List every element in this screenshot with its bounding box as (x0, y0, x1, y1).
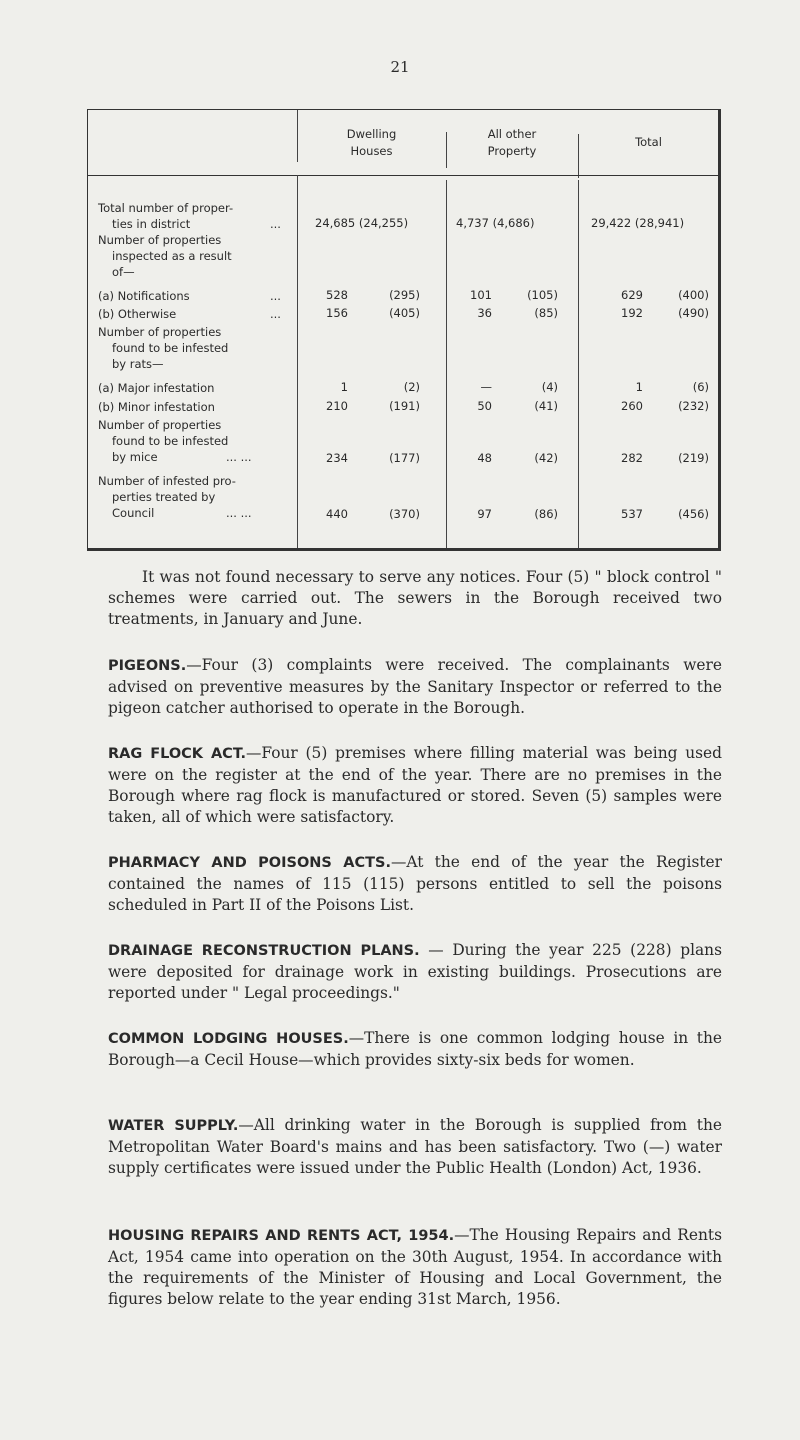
cell-other: 97 (477, 507, 492, 521)
row-label: Number of infested pro- perties treated by Council ... ... (98, 474, 252, 520)
paragraph-notices: It was not found necessary to serve any notices. Four (5) " block control " schemes were carried out. The sewers in the Borough received two treatments, in January and June. (108, 568, 722, 628)
row-label: Total number of proper- ties in district ... (98, 201, 281, 231)
cell-total-prev: (232) (678, 399, 709, 413)
row-label: (b) Minor infestation (98, 400, 215, 414)
cell-total: 537 (621, 507, 643, 521)
header-divider (297, 110, 298, 162)
cell-total-prev: (456) (678, 507, 709, 521)
paragraph-drainage: DRAINAGE RECONSTRUCTION PLANS. — During the year 225 (228) plans were deposited for drainage work in existing buildings. Prosecutions are reported under " Legal proceedings." (108, 941, 722, 1002)
row-label: (a) Major infestation (98, 381, 215, 395)
cell-other-prev: (42) (534, 451, 558, 465)
header-rule (88, 175, 718, 176)
cell-dwelling: 234 (326, 451, 348, 465)
cell-total: 629 (621, 288, 643, 302)
column-divider (446, 180, 447, 548)
cell-dwelling: 440 (326, 507, 348, 521)
cell-dwelling-prev: (191) (389, 399, 420, 413)
cell-other-prev: (41) (534, 399, 558, 413)
section-heading: WATER SUPPLY. (108, 1118, 239, 1134)
column-divider (578, 180, 579, 548)
cell-total: 29,422 (28,941) (591, 216, 685, 230)
cell-dwelling: 24,685 (24,255) (315, 216, 409, 230)
infestation-table (87, 109, 721, 551)
row-label: (b) Otherwise ... (98, 307, 281, 321)
cell-total-prev: (490) (678, 306, 709, 320)
paragraph-rag-flock: RAG FLOCK ACT.—Four (5) premises where filling material was being used were on the register at the end of the year. There are no premises in the Borough where rag flock is manufactured or stored. Seven (5) samples were taken, all of which were satisfactory. (108, 744, 722, 826)
cell-total: 260 (621, 399, 643, 413)
paragraph-housing-repairs: HOUSING REPAIRS AND RENTS ACT, 1954.—The Housing Repairs and Rents Act, 1954 came into operation on the 30th August, 1954. In accordance with the requirements of the Minister of Housing and Local Government, the figures below relate to the year ending 31st March, 1956. (108, 1226, 723, 1308)
section-heading: RAG FLOCK ACT. (108, 746, 247, 762)
cell-total-prev: (6) (692, 380, 709, 394)
header-dwelling-houses: Dwelling Houses (346, 126, 397, 158)
cell-dwelling: 1 (340, 380, 348, 394)
paragraph-pigeons: PIGEONS.—Four (3) complaints were received. The complainants were advised on preventive measures by the Sanitary Inspector or referred to the pigeon catcher authorised to operate in the Borough. (108, 656, 722, 717)
page-number: 21 (390, 58, 410, 76)
cell-dwelling-prev: (295) (389, 288, 420, 302)
cell-other: 48 (477, 451, 492, 465)
cell-other-prev: (105) (527, 288, 558, 302)
cell-other-prev: (4) (541, 380, 558, 394)
row-label: Number of properties found to be infested by rats— (98, 325, 229, 371)
cell-other: — (480, 380, 492, 394)
section-heading: DRAINAGE RECONSTRUCTION PLANS. (108, 943, 420, 959)
cell-other: 4,737 (4,686) (456, 216, 535, 230)
cell-other: 101 (470, 288, 492, 302)
cell-other-prev: (86) (534, 507, 558, 521)
cell-other: 36 (477, 306, 492, 320)
cell-dwelling-prev: (370) (389, 507, 420, 521)
cell-other-prev: (85) (534, 306, 558, 320)
header-divider (578, 134, 579, 178)
cell-total: 192 (621, 306, 643, 320)
section-heading: HOUSING REPAIRS AND RENTS ACT, 1954. (108, 1228, 455, 1244)
section-heading: PIGEONS. (108, 658, 187, 674)
cell-dwelling-prev: (405) (389, 306, 420, 320)
row-label: Number of properties inspected as a result of— (98, 233, 232, 279)
cell-dwelling-prev: (177) (389, 451, 420, 465)
header-divider (446, 132, 447, 168)
header-all-other-property: All other Property (487, 126, 537, 158)
paragraph-water-supply: WATER SUPPLY.—All drinking water in the Borough is supplied from the Metropolitan Water Board's mains and has been satisfactory. Two (—) water supply certificates were issued under the Public Health (London) Act, 1936. (108, 1116, 722, 1177)
cell-dwelling-prev: (2) (403, 380, 420, 394)
cell-dwelling: 210 (326, 399, 348, 413)
cell-other: 50 (477, 399, 492, 413)
section-heading: PHARMACY AND POISONS ACTS. (108, 855, 391, 871)
paragraph-pharmacy: PHARMACY AND POISONS ACTS.—At the end of the year the Register contained the names of 115 (115) persons entitled to sell the poisons scheduled in Part II of the Poisons List. (108, 853, 722, 914)
row-label: (a) Notifications ... (98, 289, 281, 303)
cell-total-prev: (400) (678, 288, 709, 302)
cell-total-prev: (219) (678, 451, 709, 465)
cell-total: 282 (621, 451, 643, 465)
row-label: Number of properties found to be infested by mice ... ... (98, 418, 252, 464)
cell-dwelling: 528 (326, 288, 348, 302)
cell-dwelling: 156 (326, 306, 348, 320)
paragraph-lodging-houses: COMMON LODGING HOUSES.—There is one common lodging house in the Borough—a Cecil House—which provides sixty-six beds for women. (108, 1029, 722, 1069)
cell-total: 1 (635, 380, 643, 394)
section-heading: COMMON LODGING HOUSES. (108, 1031, 349, 1047)
header-total: Total (635, 135, 662, 149)
